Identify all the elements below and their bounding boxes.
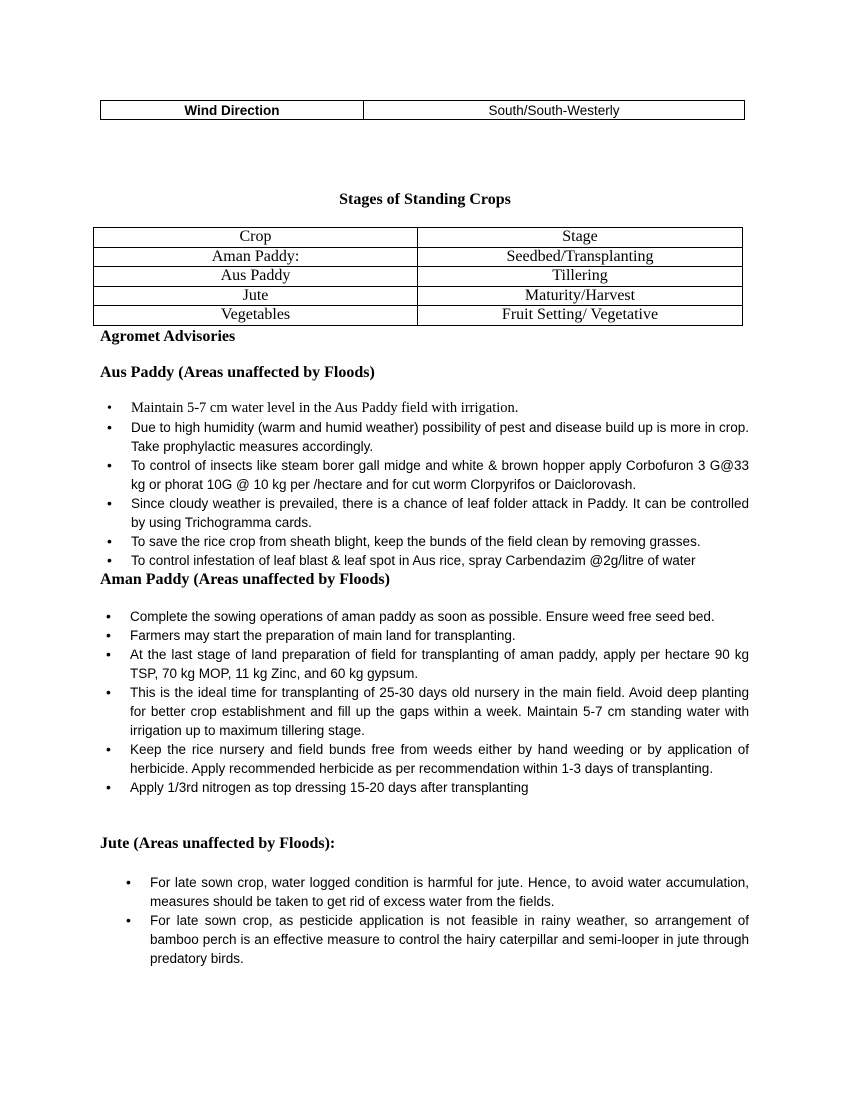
list-item: • Maintain 5-7 cm water level in the Aus Paddy field with irrigation. [107, 400, 519, 416]
bullet-icon: • [107, 552, 112, 568]
list-item: • To control of insects like steam borer gall midge and white & brown hopper apply Corbofuron 3 G@33 kg or phorat 10G @ 10 kg per /hectare and for cut worm Clorpyrifos or Daiclorovash. [107, 457, 749, 492]
crop-cell: Aman Paddy: [94, 247, 418, 267]
aus-paddy-advisory-list [107, 399, 749, 570]
crop-cell: Aus Paddy [94, 267, 418, 287]
aus-paddy-title: Aus Paddy (Areas unaffected by Floods) [100, 364, 375, 381]
bullet-icon: • [106, 684, 111, 700]
table-row [94, 247, 743, 267]
stage-cell: Seedbed/Transplanting [418, 247, 743, 267]
wind-direction-table [100, 100, 745, 120]
bullet-icon: • [107, 419, 112, 435]
crop-cell: Jute [94, 286, 418, 306]
aman-paddy-advisory-list [106, 607, 749, 797]
stage-cell: Maturity/Harvest [418, 286, 743, 306]
table-row [94, 306, 743, 326]
list-item: • Due to high humidity (warm and humid weather) possibility of pest and disease build up is more in crop. Take prophylactic measures accordingly. [107, 419, 749, 454]
column-header-crop: Crop [94, 228, 418, 248]
column-header-stage: Stage [418, 228, 743, 248]
list-item: • Keep the rice nursery and field bunds free from weeds either by hand weeding or by application of herbicide. Apply recommended herbicide as per recommendation within 1-3 days of transplanting. [106, 741, 749, 776]
bullet-icon: • [107, 401, 112, 416]
bullet-icon: • [107, 533, 112, 549]
bullet-icon: • [126, 912, 131, 928]
wind-direction-label: Wind Direction [101, 101, 364, 120]
bullet-icon: • [106, 741, 111, 757]
aman-paddy-title: Aman Paddy (Areas unaffected by Floods) [100, 571, 390, 588]
bullet-icon: • [106, 646, 111, 662]
list-item: • For late sown crop, as pesticide application is not feasible in rainy weather, so arrangement of bamboo perch is an effective measure to control the hairy caterpillar and semi-looper in jute through predatory birds. [126, 912, 749, 966]
bullet-icon: • [126, 874, 131, 890]
bullet-icon: • [106, 608, 111, 624]
list-item: • This is the ideal time for transplanting of 25-30 days old nursery in the main field. Avoid deep planting for better crop establishment and fill up the gaps within a week. Maintain 5-7 cm standing water with irrigation up to maximum tillering stage. [106, 684, 749, 738]
list-item: • To control infestation of leaf blast & leaf spot in Aus rice, spray Carbendazim @2g/litre of water [107, 552, 696, 568]
jute-title: Jute (Areas unaffected by Floods): [100, 835, 336, 852]
table-row [101, 101, 745, 120]
list-item: • Complete the sowing operations of aman paddy as soon as possible. Ensure weed free seed bed. [106, 608, 715, 624]
table-header-row [94, 228, 743, 248]
bullet-icon: • [106, 779, 111, 795]
list-item: • Farmers may start the preparation of main land for transplanting. [106, 627, 516, 643]
bullet-icon: • [106, 627, 111, 643]
table-row [94, 286, 743, 306]
list-item: • Apply 1/3rd nitrogen as top dressing 15-20 days after transplanting [106, 779, 529, 795]
crop-cell: Vegetables [94, 306, 418, 326]
crop-stages-table [93, 227, 743, 326]
bullet-icon: • [107, 457, 112, 473]
table-row [94, 267, 743, 287]
wind-direction-value: South/South-Westerly [364, 101, 745, 120]
list-item: • For late sown crop, water logged condition is harmful for jute. Hence, to avoid water accumulation, measures should be taken to get rid of excess water from the fields. [126, 874, 749, 909]
jute-advisory-list [126, 873, 749, 968]
agromet-advisories-title: Agromet Advisories [100, 328, 236, 345]
stage-cell: Tillering [418, 267, 743, 287]
crops-section-title: Stages of Standing Crops [339, 191, 511, 208]
stage-cell: Fruit Setting/ Vegetative [418, 306, 743, 326]
list-item: • To save the rice crop from sheath blight, keep the bunds of the field clean by removing grasses. [107, 533, 701, 549]
list-item: • At the last stage of land preparation of field for transplanting of aman paddy, apply per hectare 90 kg TSP, 70 kg MOP, 11 kg Zinc, and 60 kg gypsum. [106, 646, 749, 681]
list-item: • Since cloudy weather is prevailed, there is a chance of leaf folder attack in Paddy. It can be controlled by using Trichogramma cards. [107, 495, 749, 530]
bullet-icon: • [107, 495, 112, 511]
